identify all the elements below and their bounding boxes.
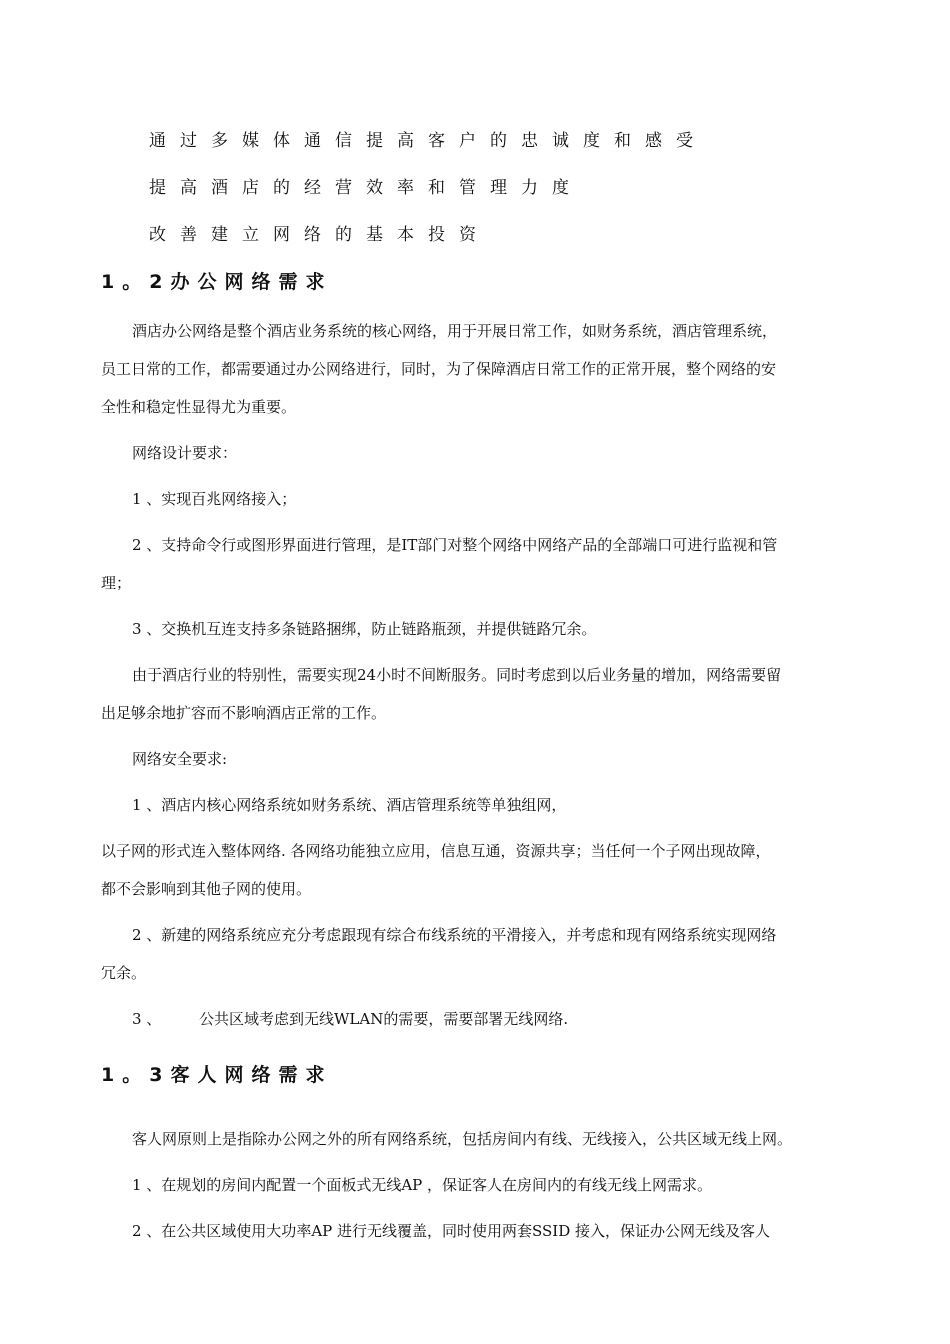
list-item: 3 、交换机互连支持多条链路捆绑，防止链路瓶颈，并提供链路冗余。: [132, 620, 597, 638]
list-item-continuation: 理；: [101, 574, 132, 592]
paragraph-line: 都不会影响到其他子网的使用。: [101, 880, 312, 898]
bullet-line: 提高酒店的经营效率和管理力度: [149, 178, 583, 198]
list-item: 1 、在规划的房间内配置一个面板式无线AP ，保证客人在房间内的有线无线上网需求。: [132, 1176, 713, 1194]
paragraph-line: 员工日常的工作，都需要通过办公网络进行，同时，为了保障酒店日常工作的正常开展，整个网络的安: [101, 360, 777, 378]
subheading: 网络设计要求：: [132, 444, 238, 462]
paragraph-line: 全性和稳定性显得尤为重要。: [101, 398, 297, 416]
list-item: 1 、酒店内核心网络系统如财务系统、酒店管理系统等单独组网，: [132, 796, 567, 814]
bullet-line: 通过多媒体通信提高客户的忠诚度和感受: [149, 131, 707, 151]
list-item-number: 3 、: [132, 1010, 162, 1028]
list-item: 2 、在公共区域使用大功率AP 进行无线覆盖，同时使用两套SSID 接入，保证办公网无线及客人: [132, 1222, 771, 1240]
list-item-continuation: 冗余。: [101, 964, 147, 982]
section-heading: 1。3客人网络需求: [101, 1064, 333, 1086]
bullet-line: 改善建立网络的基本投资: [149, 225, 490, 245]
section-heading: 1。2办公网络需求: [101, 271, 333, 293]
paragraph-line: 以子网的形式连入整体网络. 各网络功能独立应用，信息互通，资源共享；当任何一个子网出现故障，: [101, 842, 771, 860]
subheading: 网络安全要求:: [132, 750, 228, 768]
list-item: 1 、实现百兆网络接入；: [132, 490, 297, 508]
paragraph-line: 出足够余地扩容而不影响酒店正常的工作。: [101, 704, 387, 722]
paragraph-line: 客人网原则上是指除办公网之外的所有网络系统，包括房间内有线、无线接入，公共区域无线上网。: [132, 1130, 793, 1148]
list-item: 2 、支持命令行或图形界面进行管理，是IT部门对整个网络中网络产品的全部端口可进行监视和管: [132, 536, 778, 554]
list-item: 公共区域考虑到无线WLAN的需要，需要部署无线网络.: [199, 1010, 569, 1028]
paragraph-line: 由于酒店行业的特别性，需要实现24小时不间断服务。同时考虑到以后业务量的增加，网络需要留: [132, 666, 782, 684]
paragraph-line: 酒店办公网络是整个酒店业务系统的核心网络，用于开展日常工作，如财务系统，酒店管理系统，: [132, 322, 778, 340]
list-item: 2 、新建的网络系统应充分考虑跟现有综合布线系统的平滑接入，并考虑和现有网络系统实现网络: [132, 926, 777, 944]
